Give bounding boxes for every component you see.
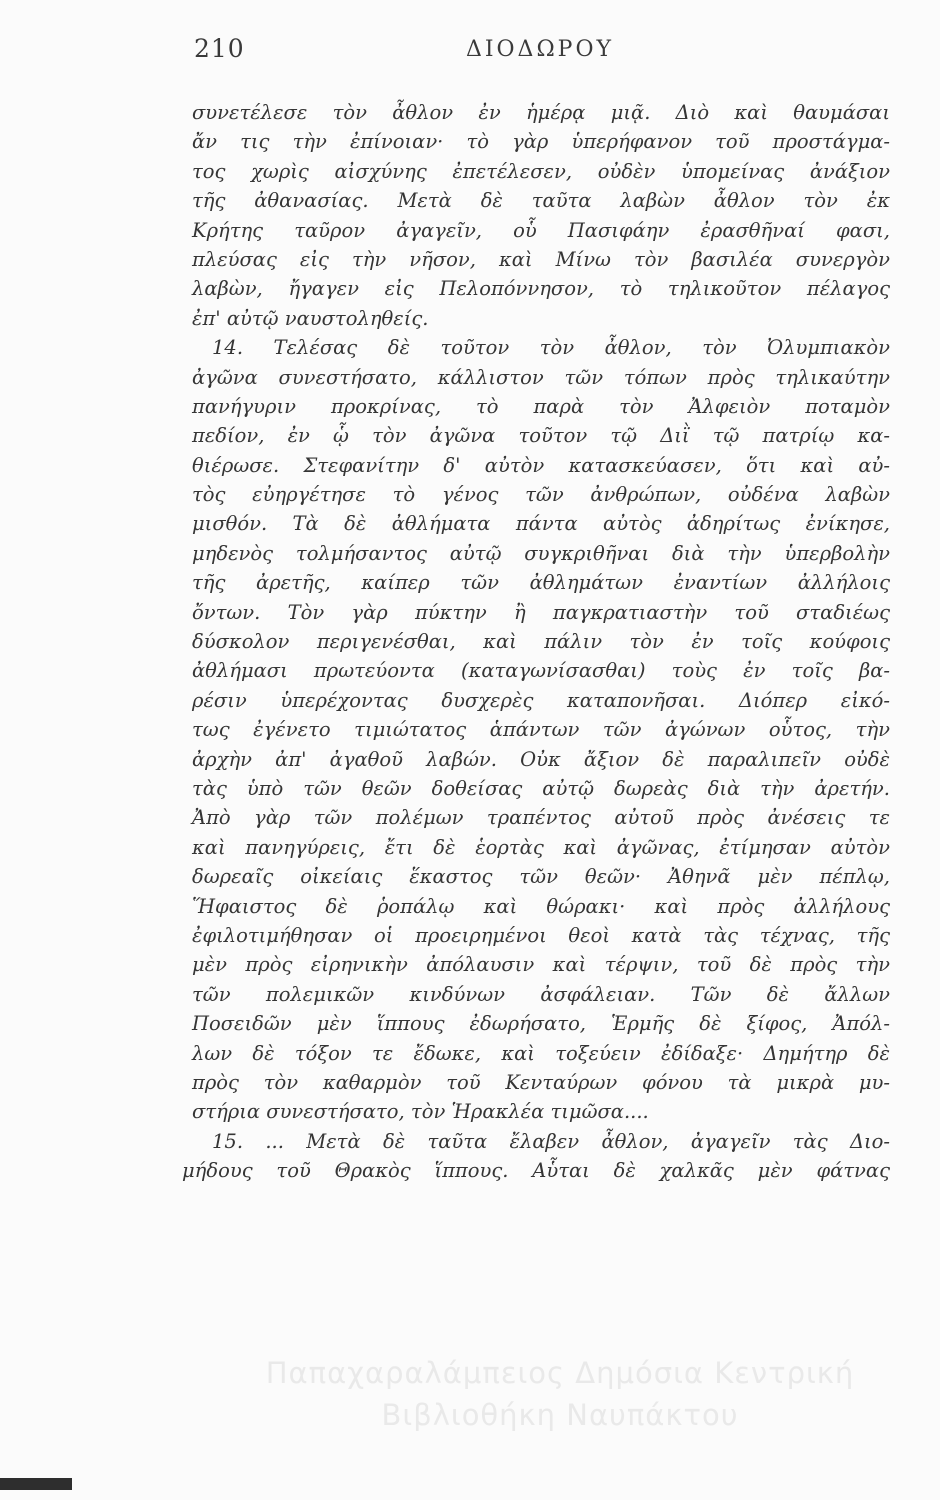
- text-line: ὄντων. Τὸν γὰρ πύκτην ἢ παγκρατιαστὴν τοῦ σταδιέως: [192, 600, 890, 624]
- text-line: τῆς ἀρετῆς, καίπερ τῶν ἀθλημάτων ἐναντίων ἀλλήλοις: [192, 571, 890, 595]
- text-line: πρὸς τὸν καθαρμὸν τοῦ Κενταύρων φόνου τὰ μικρὰ μυ-: [192, 1070, 890, 1094]
- text-line: μισθόν. Τὰ δὲ ἀθλήματα πάντα αὐτὸς ἀδηρίτως ἐνίκησε,: [192, 512, 890, 536]
- text-line: στήρια συνεστήσατο, τὸν Ἡρακλέα τιμῶσα....: [192, 1100, 649, 1124]
- text-line: ἀρχὴν ἀπ' ἀγαθοῦ λαβών. Οὐκ ἄξιον δὲ παραλιπεῖν οὐδὲ: [192, 747, 890, 771]
- watermark-line-1: Παπαχαραλάμπειος Δημόσια Κεντρική: [265, 1356, 855, 1390]
- section-start-line: 15. ... Μετὰ δὲ ταῦτα ἔλαβεν ἆθλον, ἀγαγεῖν τὰς Διο-: [212, 1129, 890, 1153]
- text-line: λαβὼν, ἤγαγεν εἰς Πελοπόννησον, τὸ τηλικοῦτον πέλαγος: [192, 277, 890, 301]
- text-line: ρέσιν ὑπερέχοντας δυσχερὲς καταπονῆσαι. Διόπερ εἰκό-: [192, 688, 890, 712]
- text-line: θιέρωσε. Στεφανίτην δ' αὐτὸν κατασκεύασεν, ὅτι καὶ αὐ-: [192, 453, 890, 477]
- text-line: μὲν πρὸς εἰρηνικὴν ἀπόλαυσιν καὶ τέρψιν, τοῦ δὲ πρὸς τὴν: [192, 953, 890, 977]
- body-text: [182, 98, 890, 1185]
- text-line: μηδενὸς τολμήσαντος αὐτῷ συγκριθῆναι διὰ τὴν ὑπερβολὴν: [192, 541, 890, 565]
- text-line: ἀθλήμασι πρωτεύοντα (καταγωνίσασθαι) τοὺς ἐν τοῖς βα-: [192, 659, 890, 683]
- text-line: τος χωρὶς αἰσχύνης ἐπετέλεσεν, οὐδὲν ὑπομείνας ἀνάξιον: [192, 159, 890, 183]
- text-line: τως ἐγένετο τιμιώτατος ἁπάντων τῶν ἀγώνων οὗτος, τὴν: [192, 718, 890, 742]
- section-start-line: 14. Τελέσας δὲ τοῦτον τὸν ἆθλον, τὸν Ὀλυμπιακὸν: [212, 336, 890, 360]
- text-line: Ἥφαιστος δὲ ῥοπάλῳ καὶ θώρακι· καὶ πρὸς ἀλλήλους: [192, 894, 890, 918]
- text-line: ἐπ' αὐτῷ ναυστοληθείς.: [192, 306, 429, 330]
- book-title: ΔΙΟΔΩΡΟΥ: [465, 37, 615, 62]
- page-number: 210: [194, 34, 245, 63]
- text-line: Κρήτης ταῦρον ἀγαγεῖν, οὗ Πασιφάην ἐρασθῆναί φασι,: [192, 218, 890, 242]
- text-line: μήδους τοῦ Θρακὸς ἵππους. Αὗται δὲ χαλκᾶς μὲν φάτνας: [182, 1159, 890, 1183]
- text-line: τῶν πολεμικῶν κινδύνων ἀσφάλειαν. Τῶν δὲ ἄλλων: [192, 982, 890, 1006]
- text-line: λων δὲ τόξον τε ἔδωκε, καὶ τοξεύειν ἐδίδαξε· Δημήτηρ δὲ: [192, 1041, 890, 1065]
- running-head: [194, 34, 886, 70]
- text-line: δωρεαῖς οἰκείαις ἕκαστος τῶν θεῶν· Ἀθηνᾶ μὲν πέπλῳ,: [192, 865, 890, 889]
- text-line: τὸς εὐηργέτησε τὸ γένος τῶν ἀνθρώπων, οὐδένα λαβὼν: [192, 483, 890, 507]
- scan-edge-mark: [0, 1478, 72, 1490]
- text-line: Ἀπὸ γὰρ τῶν πολέμων τραπέντος αὐτοῦ πρὸς ἀνέσεις τε: [192, 806, 890, 830]
- text-line: πανήγυριν προκρίνας, τὸ παρὰ τὸν Ἀλφειὸν ποταμὸν: [192, 394, 890, 418]
- text-line: τὰς ὑπὸ τῶν θεῶν δοθείσας αὐτῷ δωρεὰς διὰ τὴν ἀρετήν.: [192, 776, 890, 800]
- text-line: πλεύσας εἰς τὴν νῆσον, καὶ Μίνω τὸν βασιλέα συνεργὸν: [192, 247, 890, 271]
- text-line: τῆς ἀθανασίας. Μετὰ δὲ ταῦτα λαβὼν ἆθλον τὸν ἐκ: [192, 189, 890, 213]
- text-line: δύσκολον περιγενέσθαι, καὶ πάλιν τὸν ἐν τοῖς κούφοις: [192, 630, 890, 654]
- text-line: Ποσειδῶν μὲν ἵππους ἐδωρήσατο, Ἑρμῆς δὲ ξίφος, Ἀπόλ-: [192, 1012, 890, 1036]
- library-watermark: [180, 1352, 940, 1436]
- text-line: ἄν τις τὴν ἐπίνοιαν· τὸ γὰρ ὑπερήφανον τοῦ προστάγμα-: [192, 130, 890, 154]
- text-line: πεδίον, ἐν ᾧ τὸν ἀγῶνα τοῦτον τῷ Διῒ τῷ πατρίῳ κα-: [192, 424, 890, 448]
- text-line: καὶ πανηγύρεις, ἔτι δὲ ἑορτὰς καὶ ἀγῶνας, ἐτίμησαν αὐτὸν: [192, 835, 890, 859]
- text-line: συνετέλεσε τὸν ἆθλον ἐν ἡμέρᾳ μιᾷ. Διὸ καὶ θαυμάσαι: [192, 101, 890, 124]
- watermark-line-2: Βιβλιοθήκη Ναυπάκτου: [381, 1398, 739, 1432]
- text-line: ἀγῶνα συνεστήσατο, κάλλιστον τῶν τόπων πρὸς τηλικαύτην: [192, 365, 890, 389]
- text-line: ἐφιλοτιμήθησαν οἱ προειρημένοι θεοὶ κατὰ τὰς τέχνας, τῆς: [192, 923, 890, 947]
